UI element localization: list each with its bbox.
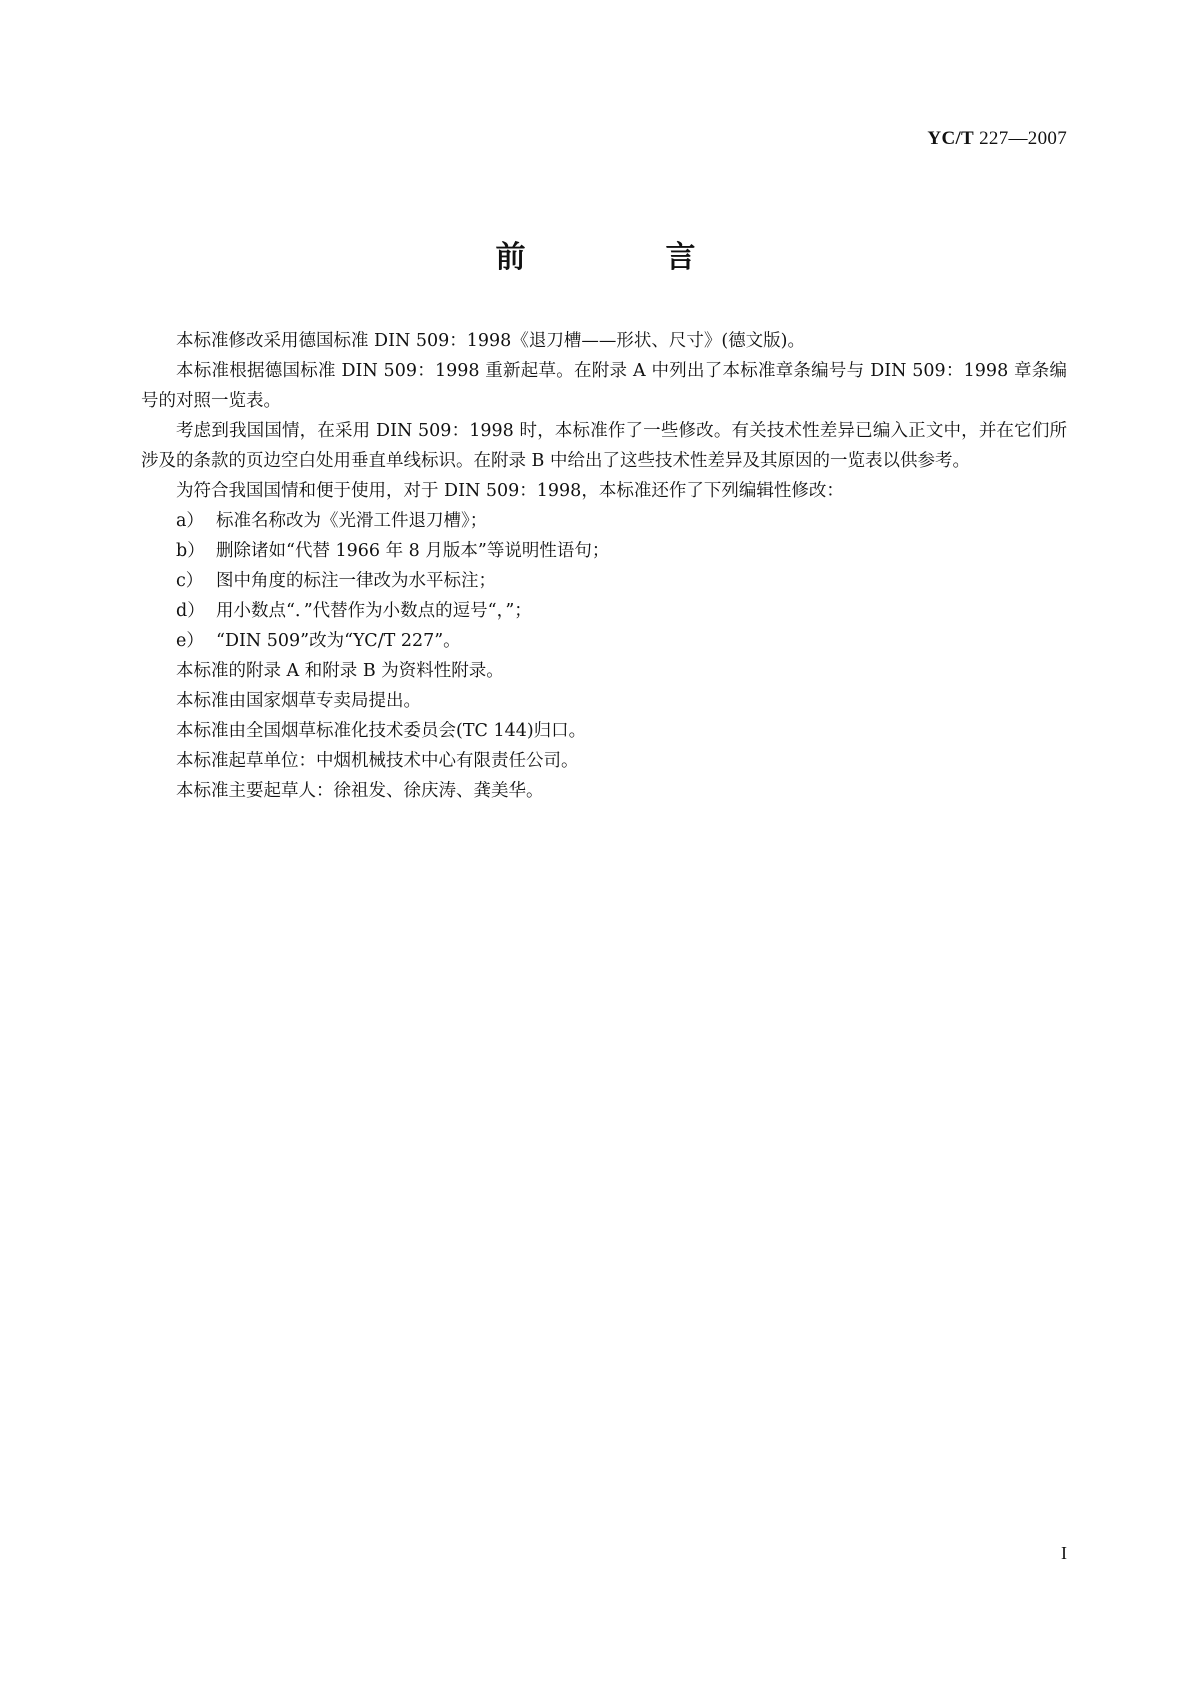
paragraph: 本标准由全国烟草标准化技术委员会(TC 144)归口。 xyxy=(176,721,587,741)
paragraph: 本标准主要起草人：徐祖发、徐庆涛、龚美华。 xyxy=(176,781,544,801)
list-marker: d） xyxy=(176,601,205,621)
page-number: I xyxy=(1061,1543,1067,1563)
paragraph: 本标准的附录 A 和附录 B 为资料性附录。 xyxy=(176,661,504,681)
list-item xyxy=(141,626,1067,656)
list-item-text: 用小数点“．”代替作为小数点的逗号“，”； xyxy=(216,601,532,621)
list-item-text: 删除诸如“代替 1966 年 8 月版本”等说明性语句； xyxy=(216,541,610,561)
paragraph: 本标准由国家烟草专卖局提出。 xyxy=(176,691,421,711)
standard-number: 227—2007 xyxy=(979,128,1067,149)
paragraph: 为符合我国国情和便于使用，对于 DIN 509：1998，本标准还作了下列编辑性修改： xyxy=(176,481,844,501)
list-item xyxy=(141,566,1067,596)
list-item-text: 标准名称改为《光滑工件退刀槽》； xyxy=(216,511,488,531)
standard-prefix: YC/T xyxy=(927,128,975,149)
foreword-body xyxy=(141,326,1067,806)
list-item-text: 图中角度的标注一律改为水平标注； xyxy=(216,571,496,591)
paragraph: 本标准起草单位：中烟机械技术中心有限责任公司。 xyxy=(176,751,579,771)
list-item xyxy=(141,536,1067,566)
list-marker: a） xyxy=(176,511,204,531)
list-marker: b） xyxy=(176,541,205,561)
paragraph: 考虑到我国国情，在采用 DIN 509：1998 时，本标准作了一些修改。有关技术性差异已编入正文中，并在它们所涉及的条款的页边空白处用垂直单线标识。在附录 B 中给出了这些技术性差异及其原因的一览表以供参考。 xyxy=(141,421,1067,471)
list-item xyxy=(141,596,1067,626)
list-marker: c） xyxy=(176,571,204,591)
standard-code xyxy=(927,128,1067,150)
page-title: 前 言 xyxy=(495,240,751,275)
paragraph: 本标准根据德国标准 DIN 509：1998 重新起草。在附录 A 中列出了本标准章条编号与 DIN 509：1998 章条编号的对照一览表。 xyxy=(141,361,1067,411)
list-item xyxy=(141,506,1067,536)
list-item-text: “DIN 509”改为“YC/T 227”。 xyxy=(216,631,461,651)
paragraph: 本标准修改采用德国标准 DIN 509：1998《退刀槽——形状、尺寸》(德文版)。 xyxy=(176,331,805,351)
list-marker: e） xyxy=(176,631,204,651)
edit-list xyxy=(141,506,1067,656)
